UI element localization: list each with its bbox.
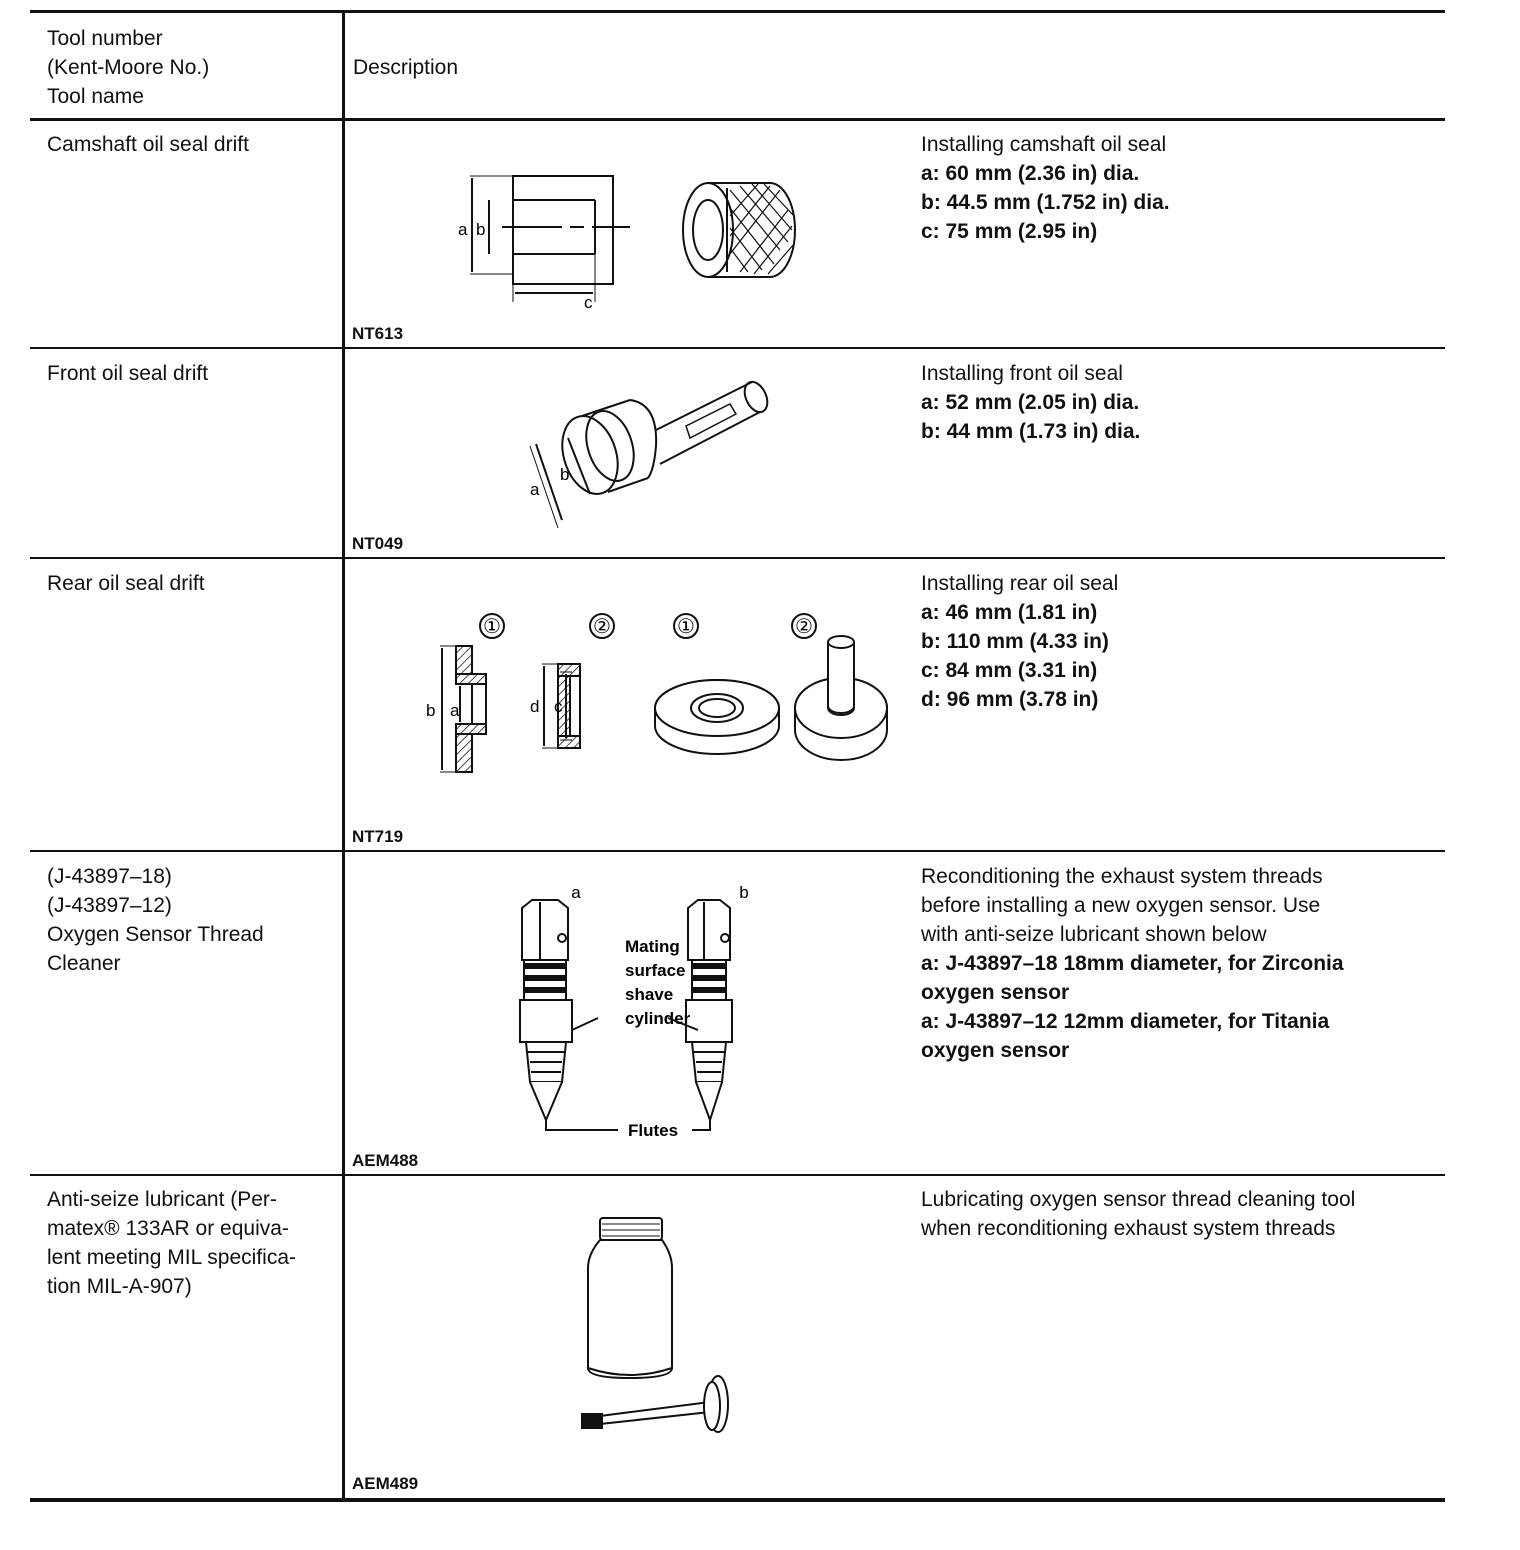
figure-3-label-b: b xyxy=(426,701,436,720)
figure-4-callout-line-3: shave xyxy=(625,985,674,1004)
figure-4-label-b: b xyxy=(739,883,749,902)
table-top-rule xyxy=(30,10,1445,13)
figure-2-label-a: a xyxy=(530,480,540,499)
row-1-description: Installing camshaft oil seal xyxy=(921,133,1167,156)
row-rule-2 xyxy=(30,557,1445,559)
row-4-spec-a-12: a: J-43897–12 12mm diameter, for Titania oxygen sensor xyxy=(921,1010,1330,1062)
row-5-figure-code: AEM489 xyxy=(352,1474,419,1493)
row-4-figure-code: AEM488 xyxy=(352,1151,419,1170)
rear-oil-seal-drift-figure xyxy=(390,600,890,780)
row-1-figure-code: NT613 xyxy=(352,324,404,343)
figure-4-label-a: a xyxy=(571,883,581,902)
row-5-tool-name: Anti-seize lubricant (Per- matex® 133AR or equiva- lent meeting MIL specifica- tion MIL-A-907) xyxy=(47,1188,296,1298)
row-rule-3 xyxy=(30,850,1445,852)
row-1-spec-a: a: 60 mm (2.36 in) dia. xyxy=(921,162,1140,185)
row-4-tool-name: (J-43897–18) (J-43897–12) Oxygen Sensor Thread Cleaner xyxy=(47,865,264,975)
row-4-spec-a-18: a: J-43897–18 18mm diameter, for Zirconia oxygen sensor xyxy=(921,952,1344,1004)
anti-seize-lubricant-figure xyxy=(540,1206,760,1446)
row-3-spec-c: c: 84 mm (3.31 in) xyxy=(921,659,1098,682)
figure-1-label-a: a xyxy=(458,220,468,239)
figure-2-label-b: b xyxy=(560,465,570,484)
row-2-spec-b: b: 44 mm (1.73 in) dia. xyxy=(921,420,1141,443)
row-3-description: Installing rear oil seal xyxy=(921,572,1119,595)
row-2-description: Installing front oil seal xyxy=(921,362,1123,385)
figure-3-label-c: c xyxy=(554,697,563,716)
figure-3-part-2-view-label: ② xyxy=(795,616,813,638)
figure-3-part-2-label: ② xyxy=(593,616,611,638)
row-3-spec-b: b: 110 mm (4.33 in) xyxy=(921,630,1109,653)
figure-4-callout-line-2: surface xyxy=(625,961,686,980)
row-4-description: Reconditioning the exhaust system threads before installing a new oxygen sensor. Use with anti-seize lubricant shown below xyxy=(921,865,1323,946)
header-description-column: Description xyxy=(353,56,459,79)
figure-3-label-d: d xyxy=(530,697,540,716)
row-3-spec-d: d: 96 mm (3.78 in) xyxy=(921,688,1099,711)
row-rule-4 xyxy=(30,1174,1445,1176)
row-2-spec-a: a: 52 mm (2.05 in) dia. xyxy=(921,391,1140,414)
figure-4-flutes-label: Flutes xyxy=(628,1121,679,1138)
row-1-spec-b: b: 44.5 mm (1.752 in) dia. xyxy=(921,191,1170,214)
figure-1-label-c: c xyxy=(584,293,593,312)
oxygen-sensor-thread-cleaner-figure xyxy=(500,868,790,1138)
figure-4-callout-line-4: cylinder xyxy=(625,1009,691,1028)
row-1-spec-c: c: 75 mm (2.95 in) xyxy=(921,220,1098,243)
front-oil-seal-drift-figure xyxy=(490,360,800,530)
row-3-tool-name: Rear oil seal drift xyxy=(47,572,205,595)
figure-3-label-a: a xyxy=(450,701,460,720)
table-bottom-rule xyxy=(30,1498,1445,1502)
header-tool-column: Tool number (Kent-Moore No.) Tool name xyxy=(47,27,210,108)
figure-3-part-1-label: ① xyxy=(483,616,501,638)
camshaft-oil-seal-drift-figure xyxy=(440,150,820,320)
figure-3-part-1-view-label: ① xyxy=(677,616,695,638)
row-rule-1 xyxy=(30,347,1445,349)
row-1-tool-name: Camshaft oil seal drift xyxy=(47,133,249,156)
row-2-tool-name: Front oil seal drift xyxy=(47,362,209,385)
figure-4-callout-line-1: Mating xyxy=(625,937,680,956)
row-3-spec-a: a: 46 mm (1.81 in) xyxy=(921,601,1098,624)
row-5-description: Lubricating oxygen sensor thread cleaning tool when reconditioning exhaust system threads xyxy=(921,1188,1356,1240)
column-divider xyxy=(342,10,345,1500)
row-2-figure-code: NT049 xyxy=(352,534,404,553)
figure-1-label-b: b xyxy=(476,220,486,239)
row-3-figure-code: NT719 xyxy=(352,827,404,846)
header-rule xyxy=(30,118,1445,121)
